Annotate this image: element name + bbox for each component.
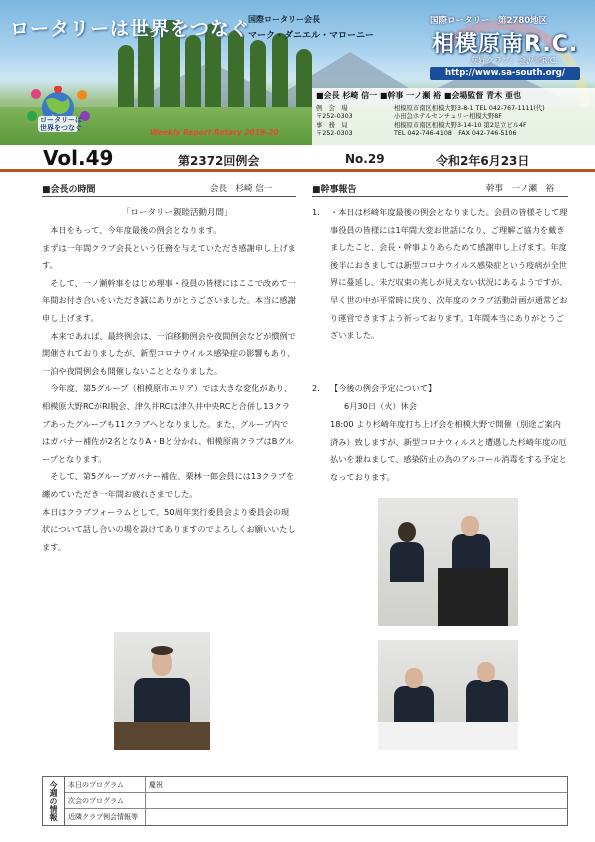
secretary-report-item-2: 18:00 より杉崎年度打ち上げ会を相模大野で開催（別途ご案内済み）致しますが、新型コロナウィルスと遭遇した杉崎年度の厄払いを兼ねまして、感染防止の為のアルコール消毒をする予定となっております。: [330, 419, 567, 482]
month-theme: 「ロータリー親睦活動月間」: [122, 208, 233, 218]
club-url-link[interactable]: http://www.sa-south.org/: [430, 67, 580, 80]
item-number: 2.: [312, 383, 320, 393]
district-label: 国際ロータリー 第2780地区: [430, 16, 548, 26]
paragraph: 本日をもって、今年度最後の例会となります。: [42, 225, 222, 235]
slogan-title: ロータリーは世界をつなぐ: [10, 18, 251, 40]
weekly-report-label: Weekly Report Rotary 2019-20: [150, 128, 279, 137]
ri-president-title: 国際ロータリー会長: [248, 15, 320, 24]
weekly-info-label: 今週の情報: [43, 777, 65, 825]
paragraph: 本来であれば、最終例会は、一泊移動例会や夜間例会などが慣例で開催されておりましたが、新型コロナウイルス感染症の影響もあり、一泊や夜間例会も開催しないこととなりました。: [42, 330, 296, 376]
photo-president-speech: [114, 632, 210, 750]
secretary-report-item-2-title: 【今後の例会予定について】: [330, 383, 437, 393]
schedule-line: 6月30日（火）休会: [344, 401, 417, 411]
paragraph: 本日はクラブフォーラムとして、50周年実行委員会より委員会の現状について話し合いの場を設けてありますのでよろしくお願いいたします。: [42, 506, 296, 552]
secretary-section-title: ■幹事報告: [312, 185, 357, 195]
paragraph: そして、第5グループガバナー補佐、栗林一郎会員には13クラブを纏めていただき一年間お疲れさまでした。: [42, 471, 295, 499]
paragraph: そして、一ノ瀬幹事をはじめ理事・役員の皆様にはここで改めて一年間お付き合いをいただき誠にありがとうございました。本当に感謝申し上げます。: [42, 277, 296, 323]
club-name: 相模原南R.C.: [432, 32, 579, 57]
weekly-info-table: [42, 776, 568, 826]
president-message: [42, 222, 296, 556]
logo-caption: ロータリーは 世界をつなぐ: [40, 116, 82, 132]
venue-row-2: 〒252-0303 小田急ホテルセンチュリー相模大野8F: [316, 113, 502, 120]
secretary-name: 幹事 一ノ瀬 裕: [486, 184, 555, 194]
photo-officers-seated: [378, 640, 518, 750]
table-row: 次会のプログラム: [65, 793, 567, 809]
officers-line: ■会長 杉崎 信一 ■幹事 一ノ瀬 裕 ■会場監督 青木 亜也: [316, 91, 521, 100]
paragraph: 今年度、第5グループ（相模原市エリア）では大きな変化があり、相模原大野RCがRI脱会、津久井RCは津久井中央RCと合併し13クラブあったグループも11クラブへとなりました。また、グループ内ではガバナー補佐が2名となりA・Bと分かれ、相模原南クラブはBグループとなります。: [42, 383, 294, 464]
photo-secretary-speech: [378, 498, 518, 626]
section-divider: [312, 196, 568, 197]
tree-graphic: [272, 33, 288, 115]
issue-number: No.29: [345, 152, 385, 166]
office-row-2: 〒252-0303 TEL 042-746-4108 FAX 042-746-5106: [316, 130, 517, 137]
issue-date: 令和2年6月23日: [436, 154, 530, 168]
table-row: 本日のプログラム 慶祝: [65, 777, 567, 793]
ri-president-name: マーク・ダニエル・マローニー: [248, 31, 375, 41]
item-number: 1.: [312, 207, 320, 217]
tree-graphic: [228, 30, 244, 115]
paragraph: まずは一年間クラブ会長という任務を与えていただき感謝申し上げます。: [42, 242, 296, 271]
office-row: 事 務 局 相模原市南区相模大野3-14-10 第2足立ビル4F: [316, 122, 527, 129]
president-section-title: ■会長の時間: [42, 185, 96, 195]
tree-graphic: [118, 45, 134, 115]
tree-graphic: [185, 35, 201, 115]
sister-club: 友好クラブ：金沢北R.C.: [470, 56, 558, 65]
table-row: 近隣クラブ例会情報等: [65, 809, 567, 825]
volume-number: Vol.49: [43, 146, 114, 170]
venue-row: 例 会 場 相模原市南区相模大野3-8-1 TEL 042-767-1111(代): [316, 105, 545, 112]
tree-graphic: [296, 49, 312, 115]
president-name: 会長 杉崎 信一: [210, 184, 273, 194]
tree-graphic: [250, 40, 266, 115]
secretary-report-item-1: ・本日は杉崎年度最後の例会となりました。会員の皆様そして理事役員の皆様には1年間大変お世話になり、ご理解ご協力を戴きましたこと、会長・幹事よりあらためて感謝申し上げます。年度後半におきましては新型コロナウイルス感染症という疫病が全世界に蔓延し、未だ収束の兆しが見えない状況にあるようですが、早く世の中が平常時に戻り、次年度のクラブ活動計画が通常どおり運営できますよう祈っております。1年間本当にありがとうございました。: [330, 207, 568, 341]
meeting-number: 第2372回例会: [178, 154, 260, 168]
section-divider: [42, 196, 296, 197]
